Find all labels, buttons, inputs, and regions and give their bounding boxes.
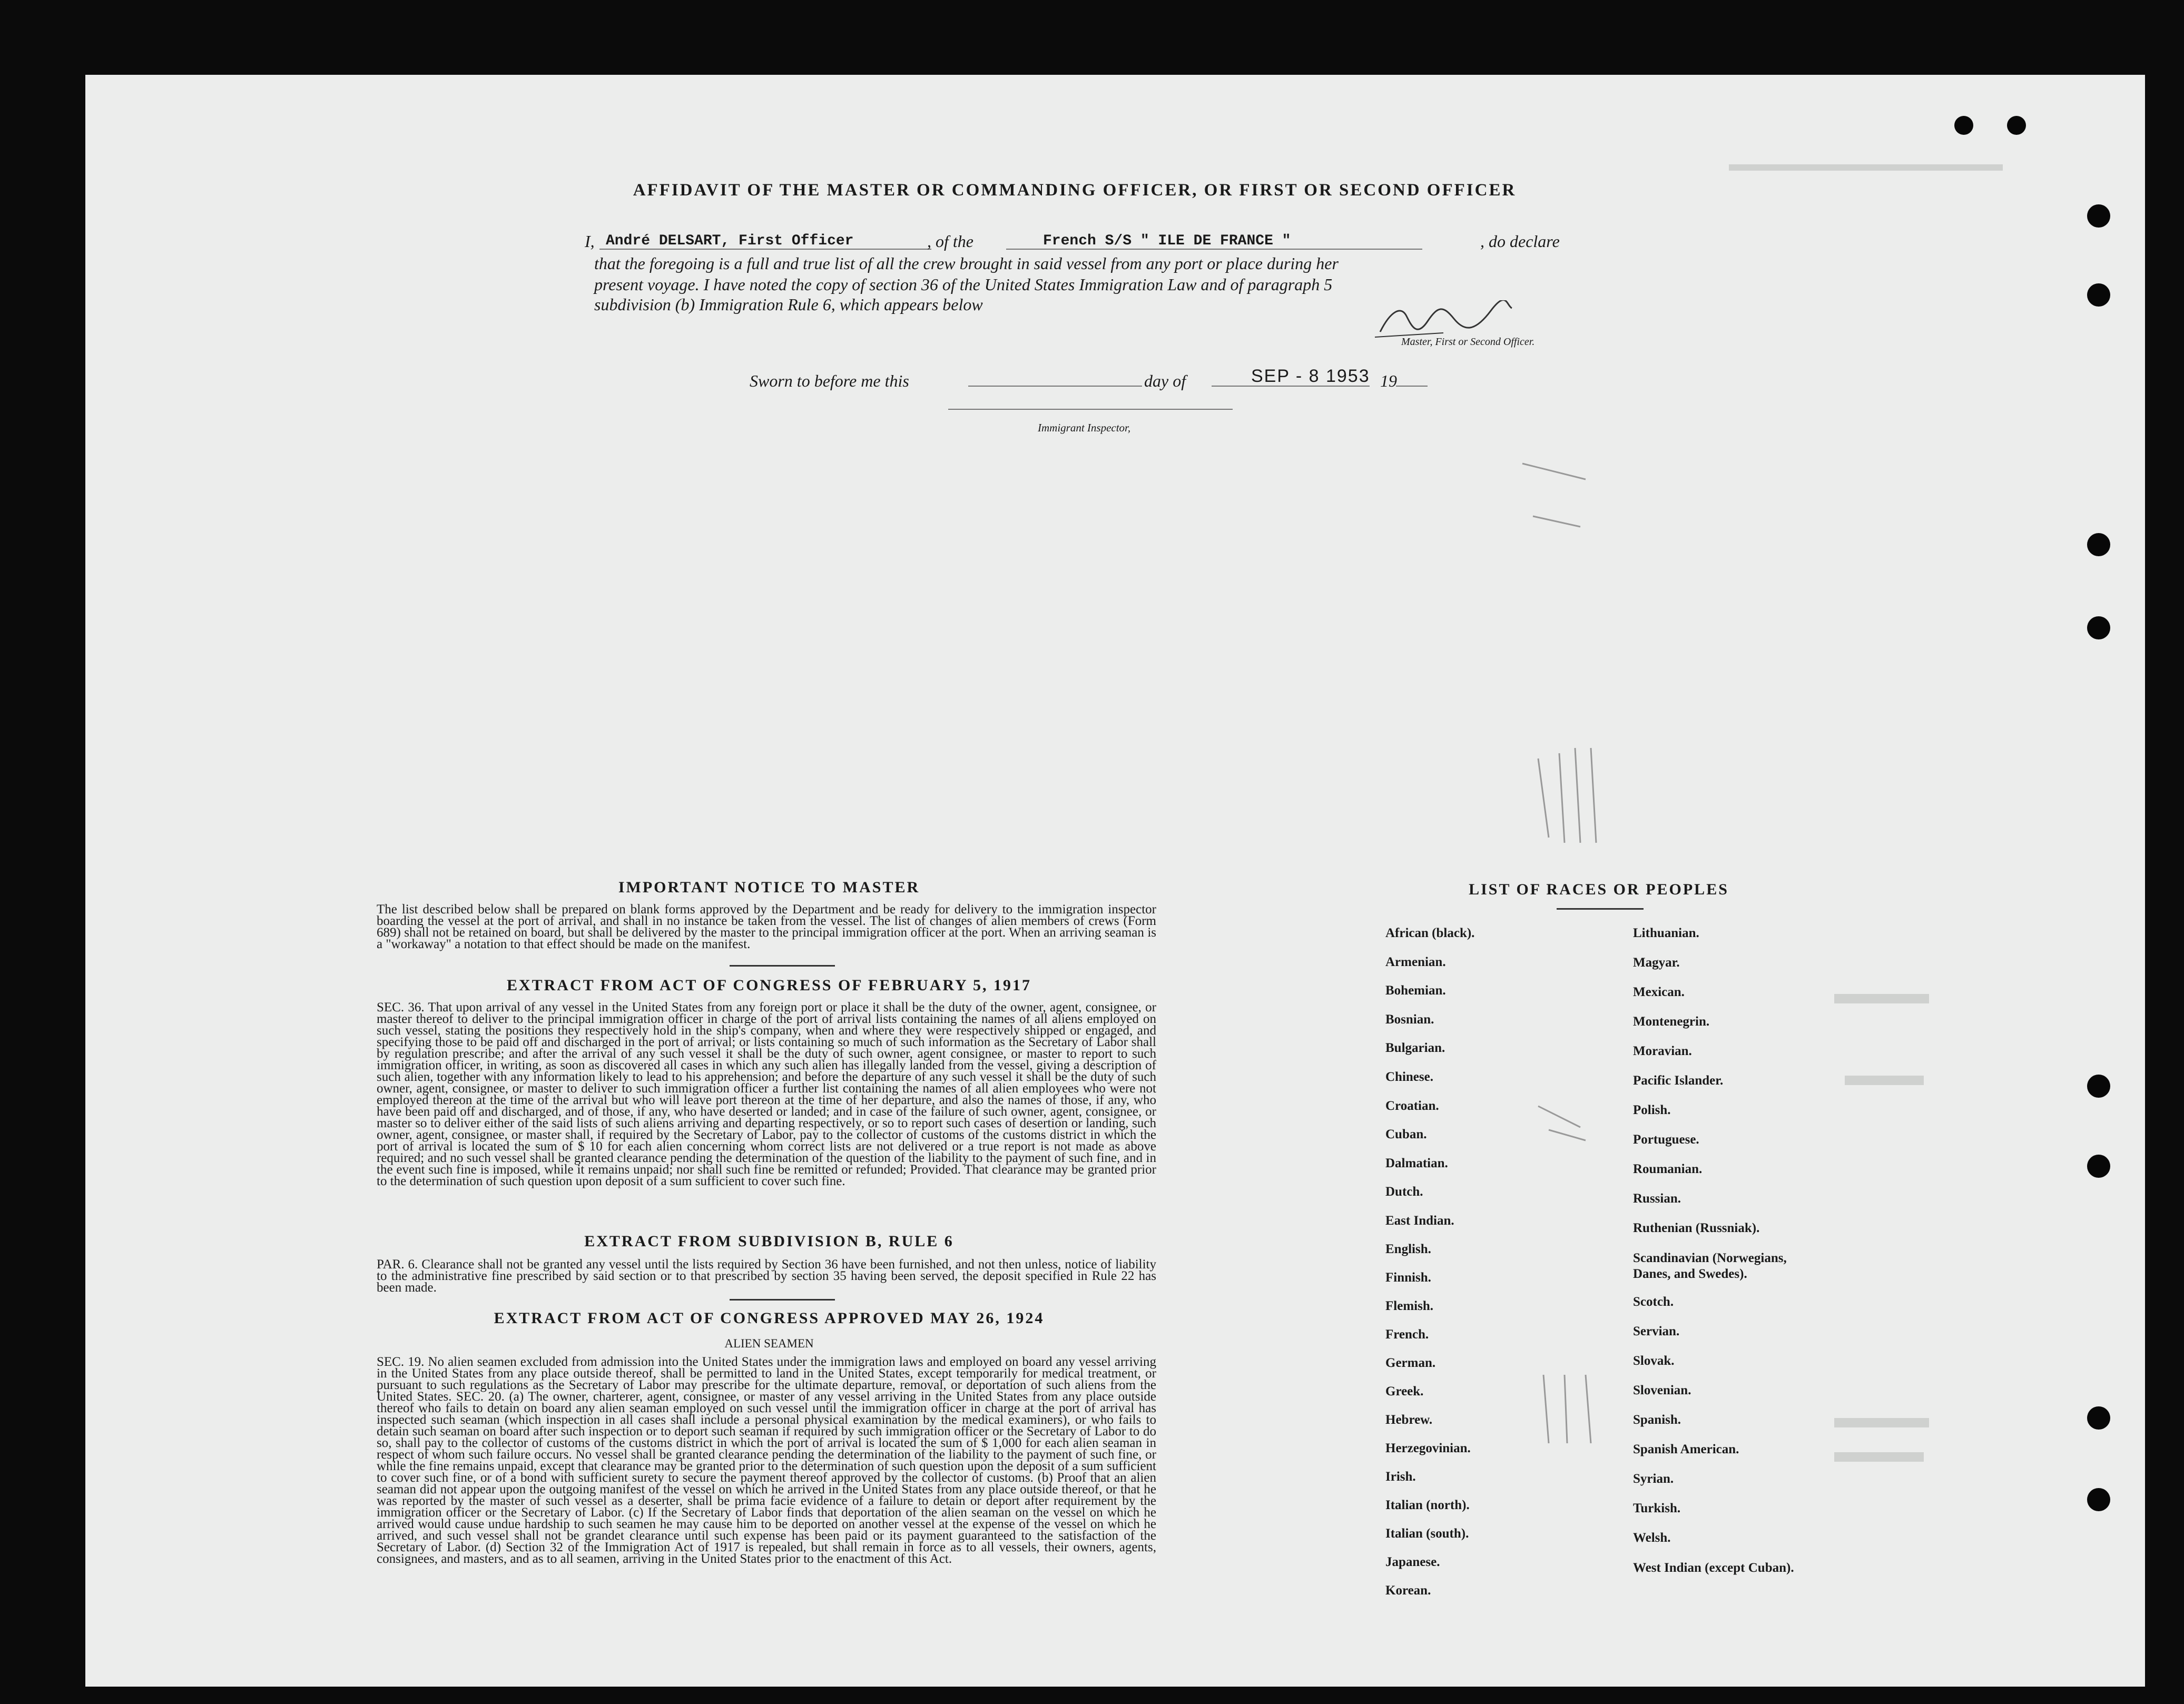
race-item: Japanese.: [1385, 1555, 1440, 1569]
inspector-label: Immigrant Inspector,: [1038, 421, 1131, 434]
bleed-through-mark: [1845, 1076, 1924, 1085]
race-item: Scandinavian (Norwegians, Danes, and Swedes).: [1633, 1251, 1787, 1281]
signature-line-label: Master, First or Second Officer.: [1401, 336, 1535, 348]
of-the-label: , of the: [927, 232, 973, 251]
punch-hole: [2087, 1406, 2110, 1430]
race-item: Lithuanian.: [1633, 926, 1699, 940]
race-item: Herzegovinian.: [1385, 1441, 1471, 1455]
race-item: Bosnian.: [1385, 1012, 1434, 1027]
subdivision-body: PAR. 6. Clearance shall not be granted any vessel until the lists required by Section 36 have been furnished, and not then unless, notice of liability to the administrative fine prescribed by said section or to that prescribed by section 35 having been served, the deposit specified in Rule 22 has been made.: [377, 1257, 1156, 1295]
sworn-day-line: [968, 386, 1142, 387]
race-item: Finnish.: [1385, 1270, 1431, 1285]
race-item: English.: [1385, 1242, 1431, 1256]
race-item: Turkish.: [1633, 1501, 1681, 1515]
race-item: German.: [1385, 1356, 1436, 1370]
year-line: [1396, 386, 1428, 387]
race-item: Cuban.: [1385, 1127, 1427, 1141]
affidavit-line-4: subdivision (b) Immigration Rule 6, which appears below: [594, 295, 983, 314]
punch-hole: [2087, 283, 2110, 307]
affidavit-line-2: that the foregoing is a full and true list of all the crew brought in said vessel from any port or place during her: [594, 254, 1339, 273]
race-item: Welsh.: [1633, 1531, 1671, 1545]
races-right-column: [1633, 926, 1844, 1600]
race-item: Roumanian.: [1633, 1162, 1703, 1176]
race-item: Greek.: [1385, 1384, 1424, 1398]
race-item: West Indian (except Cuban).: [1633, 1561, 1794, 1575]
punch-hole: [2087, 1075, 2110, 1098]
punch-hole: [1954, 116, 1973, 135]
punch-hole: [2007, 116, 2026, 135]
race-item: Dalmatian.: [1385, 1156, 1448, 1170]
race-item: French.: [1385, 1327, 1429, 1342]
race-item: Russian.: [1633, 1191, 1681, 1206]
race-item: Italian (south).: [1385, 1526, 1469, 1541]
affidavit-line-3: present voyage. I have noted the copy of section 36 of the United States Immigration Law and of paragraph 5: [594, 275, 1333, 294]
race-item: Polish.: [1633, 1103, 1671, 1117]
bleed-through-mark: [1834, 1418, 1929, 1427]
extract-1924-body: SEC. 19. No alien seamen excluded from admission into the United States under the immigration laws and employed on board any vessel arriving in the United States from any place outside thereof, shall be permitted to land in the United States, except temporarily for medical treatment, or pursuant to such regulations as the Secretary of Labor may prescribe for the ultimate departure, removal, or deportation of such aliens from the United States. SEC. 20. (a) The owner, charterer, agent, consignee, or master of any vessel arriving in the United States from any place outside thereof who fails to detain on board any alien seaman employed on such vessel until the immigration officer in charge at the port of arrival has inspected such seaman (which inspection in all cases shall include a personal physical examination by the medical examiners), or who fails to detain such seaman on board after such inspection or to deport such seaman if required by such immigration officer or the Secretary of Labor to do so, shall pay to the collector of customs of the customs district in which the port of arrival is located the sum of $ 1,000 for each alien seaman in respect of whom such failure occurs. No vessel shall be granted clearance pending the determination of the liability to the payment of such fine, or while the fine remains unpaid, except that clearance may be granted prior to the determination of such question upon the deposit of a sum sufficient to cover such fine, or of a bond with sufficient surety to secure the payment thereof approved by the collector of customs. (b) Proof that an alien seaman did not appear upon the outgoing manifest of the vessel on which he arrived in the United States from any place outside thereof, or that he was reported by the master of such vessel as a deserter, shall be prima facie evidence of a failure to detain or deport after requirement by the immigration officer or the Secretary of Labor. (c) If the Secretary of Labor finds that deportation of the alien seaman on the vessel on which he arrived would cause undue hardship to such seamen he may cause him to be deported on another vessel at the expense of the vessel on which he arrived, and such vessel shall not be grandet clearance until such expense has been paid or its payment guaranteed to the satisfaction of the Secretary of Labor. (d) Section 32 of the Immigration Act of 1917 is repealed, but shall remain in force as to all vessels, their owners, agents, consignees, and masters, and as to all seamen, arriving in the United States prior to the enactment of this Act.: [377, 1355, 1156, 1566]
extract-1917-title: EXTRACT FROM ACT OF CONGRESS OF FEBRUARY 5, 1917: [506, 977, 1032, 994]
race-item: Dutch.: [1385, 1185, 1423, 1199]
declarant-prefix: I,: [585, 232, 595, 251]
race-item: Spanish American.: [1633, 1442, 1739, 1456]
subdivision-title: EXTRACT FROM SUBDIVISION B, RULE 6: [584, 1233, 954, 1250]
officer-name: André DELSART, First Officer: [606, 233, 854, 249]
extract-1924-subtitle: ALIEN SEAMEN: [724, 1337, 814, 1350]
punch-hole: [2087, 1488, 2110, 1511]
punch-hole: [2087, 204, 2110, 228]
races-divider: [1557, 908, 1644, 910]
vessel-name: French S/S " ILE DE FRANCE ": [1043, 233, 1291, 249]
extract-1917-body: SEC. 36. That upon arrival of any vessel in the United States from any foreign port or place it shall be the duty of the owner, agent, consignee, or master thereof to deliver to the principal immigration officer in charge of the port of arrival lists containing the names of all aliens employed on such vessel, stating the positions they respectively hold in the ship's company, when and where they were respectively shipped or engaged, and specifying those to be paid off and discharged in the port of arrival; or lists containing so much of such information as the Secretary of Labor shall by regulation prescribe; and after the arrival of any such vessel it shall be the duty of such owner, agent consignee, or master to report to such immigration officer, in writing, as soon as discovered all cases in which any such alien has illegally landed from the vessel, giving a description of such alien, together with any information likely to lead to his apprehension; and before the departure of any such vessel it shall be the duty of such owner, agent, consignee, or master to deliver to such immigration officer a further list containing the names of all alien employees who were not employed thereon at the time of the arrival but who will leave port thereon at the time of her departure, and also the names of those, if any, who have been paid off and discharged, and of those, if any, who have deserted or landed; and in case of the failure of such owner, agent, consignee, or master so to deliver either of the said lists of such aliens arriving and departing respectively, or so to report such cases of desertion or landing, such owner, agent, consignee, or master shall, if required by the Secretary of Labor, pay to the collector of customs of the customs district in which the port of arrival is located the sum of $ 10 for each alien concerning whom correct lists are not delivered or a true report is not made as above required; and no such vessel shall be granted clearance pending the determination of the question of the liability to the payment of such fine, and in the event such fine is imposed, while it remains unpaid; nor shall such fine be remitted or refunded; Provided. That clearance may be granted prior to the determination of such question upon deposit of a sum sufficient to cover such fine.: [377, 1000, 1156, 1188]
date-stamp: SEP - 8 1953: [1251, 366, 1370, 386]
race-item: African (black).: [1385, 926, 1475, 940]
race-item: Spanish.: [1633, 1413, 1681, 1427]
race-item: Montenegrin.: [1633, 1014, 1710, 1029]
do-declare-label: , do declare: [1480, 232, 1560, 251]
race-item: Portuguese.: [1633, 1132, 1699, 1147]
inspector-line: [948, 409, 1233, 410]
race-item: Korean.: [1385, 1583, 1431, 1598]
bleed-through-mark: [1729, 164, 2003, 171]
race-item: Bohemian.: [1385, 983, 1446, 998]
race-item: Servian.: [1633, 1324, 1680, 1338]
bleed-through-mark: [1834, 994, 1929, 1003]
day-of-label: day of: [1144, 371, 1186, 390]
punch-hole: [2087, 616, 2110, 639]
subdivision-divider: [730, 1299, 835, 1301]
punch-hole: [2087, 533, 2110, 556]
race-item: Magyar.: [1633, 956, 1680, 970]
race-item: Croatian.: [1385, 1099, 1439, 1113]
races-left-column: [1385, 926, 1617, 1600]
race-item: Syrian.: [1633, 1472, 1674, 1486]
bleed-through-mark: [1834, 1452, 1924, 1462]
notice-body: The list described below shall be prepared on blank forms approved by the Department and be ready for delivery to the immigration inspector boarding the vessel at the port of arrival, and shall in no instance be taken from the vessel. The list of changes of alien members of crews (Form 689) shall not be retained on board, but shall be delivered by the master to the principal immigration officer at the port. When an arriving seaman is a "workaway" a notation to that effect should be made on the manifest.: [377, 902, 1156, 951]
affidavit-title: AFFIDAVIT OF THE MASTER OR COMMANDING OFFICER, OR FIRST OR SECOND OFFICER: [633, 181, 1517, 200]
race-item: Moravian.: [1633, 1044, 1692, 1058]
race-item: Flemish.: [1385, 1299, 1433, 1313]
race-item: Slovak.: [1633, 1354, 1675, 1368]
races-title: LIST OF RACES OR PEOPLES: [1469, 881, 1729, 898]
sworn-label: Sworn to before me this: [750, 371, 909, 390]
race-item: Irish.: [1385, 1470, 1416, 1484]
race-item: Mexican.: [1633, 985, 1685, 999]
race-item: Bulgarian.: [1385, 1041, 1445, 1055]
race-item: Armenian.: [1385, 955, 1446, 969]
extract-1924-title: EXTRACT FROM ACT OF CONGRESS APPROVED MAY 26, 1924: [494, 1309, 1045, 1327]
race-item: Ruthenian (Russniak).: [1633, 1221, 1760, 1235]
affidavit-line-1: [585, 232, 1586, 253]
race-item: Chinese.: [1385, 1070, 1433, 1084]
year-label: 19: [1380, 371, 1397, 390]
notice-title: IMPORTANT NOTICE TO MASTER: [618, 879, 920, 896]
race-item: East Indian.: [1385, 1214, 1454, 1228]
race-item: Scotch.: [1633, 1295, 1674, 1309]
race-item: Pacific Islander.: [1633, 1073, 1724, 1088]
race-item: Slovenian.: [1633, 1383, 1691, 1397]
punch-hole: [2087, 1155, 2110, 1178]
race-item: Italian (north).: [1385, 1498, 1470, 1512]
race-item: Hebrew.: [1385, 1413, 1433, 1427]
notice-divider: [730, 965, 835, 967]
